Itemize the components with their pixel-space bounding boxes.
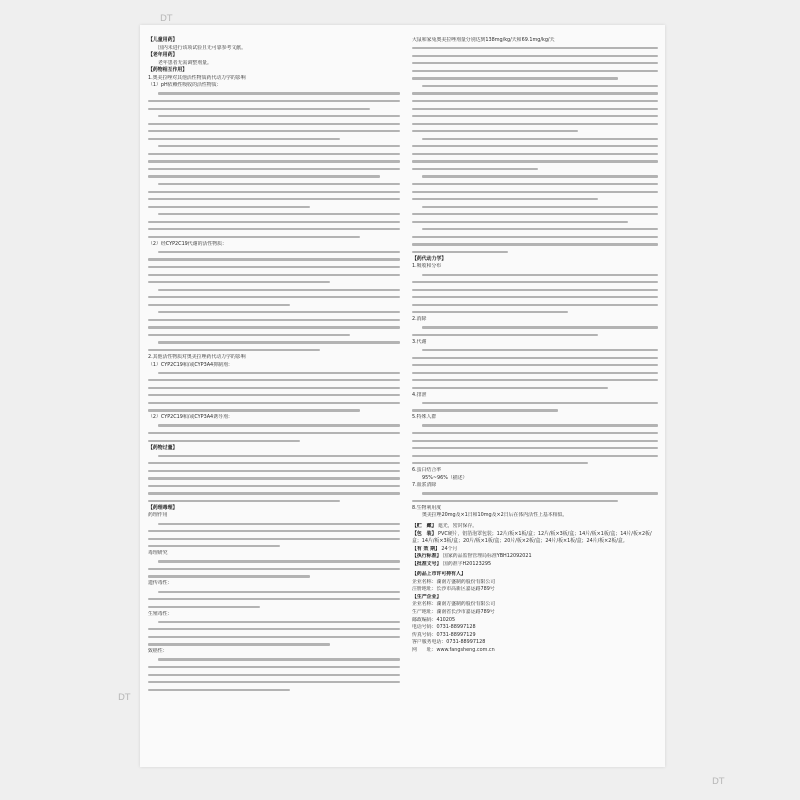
text-line: [412, 460, 658, 468]
plasma-clearance-label: 7.血浆清除: [412, 482, 437, 489]
storage-row: [412, 523, 658, 531]
section-children-title: 【儿童用药】: [148, 37, 178, 43]
approval-text: 国药准字H20123295: [442, 560, 492, 567]
text-line: [148, 497, 400, 505]
text-line: [412, 422, 658, 430]
text-line: [148, 316, 400, 324]
protein-binding-value: 95%~96%（描述）: [422, 474, 468, 481]
protein-binding-label: 6.蛋白结合率: [412, 467, 442, 474]
text-line: [412, 362, 658, 370]
carcinogenicity-label: 致癌性：: [148, 648, 168, 655]
pk-elimination-label: 4.排泄: [412, 391, 427, 398]
text-line: [148, 603, 400, 611]
text-line: [148, 678, 400, 686]
text-line: [148, 301, 400, 309]
text-line: [412, 75, 658, 83]
text-line: [412, 218, 658, 226]
text-line: [412, 369, 658, 377]
text-line: [148, 437, 400, 445]
text-line: [148, 656, 400, 664]
text-line: [148, 520, 400, 528]
text-line: [148, 422, 400, 430]
reproductive-data-text: 大鼠和家兔奥美拉唑剂量分别达到138mg/kg/天和69.1mg/kg/天: [412, 37, 555, 43]
text-line: [412, 52, 658, 60]
text-line: [412, 128, 658, 136]
text-line: [148, 279, 400, 287]
text-line: [148, 467, 400, 475]
section-elderly-title: 【老年用药】: [148, 52, 178, 59]
text-line: [412, 90, 658, 98]
watermark-left: DT: [118, 693, 131, 703]
text-line: [412, 105, 658, 113]
text-line: [148, 618, 400, 626]
text-line: [148, 595, 400, 603]
section-pk-title: 【药代动力学】: [412, 255, 447, 262]
text-line: [148, 105, 400, 113]
text-line: [148, 211, 400, 219]
text-line: [412, 309, 658, 317]
text-line: [148, 588, 400, 596]
text-line: [412, 279, 658, 287]
text-line: [412, 331, 658, 339]
standard-label: 【执行标准】: [412, 553, 442, 560]
text-line: [148, 248, 400, 256]
text-line: [148, 195, 400, 203]
approval-label: 【批准文号】: [412, 560, 442, 567]
text-line: [412, 445, 658, 453]
text-line: [148, 633, 400, 641]
phone: 电话号码：0731-88997128: [412, 624, 476, 631]
genotoxicity-label: 遗传毒性：: [148, 580, 173, 587]
text-line: [148, 203, 400, 211]
text-line: [148, 671, 400, 679]
text-line: [148, 399, 400, 407]
text-line: [148, 143, 400, 151]
validity-row: [412, 546, 658, 554]
text-line: [412, 180, 658, 188]
fax: 传真号码：0731-88997129: [412, 631, 476, 638]
text-line: [148, 377, 400, 385]
text-line: [148, 97, 400, 105]
text-line: [412, 60, 658, 68]
section-pharmacology-title: 【药理毒理】: [148, 504, 178, 511]
text-line: [148, 158, 400, 166]
text-line: [148, 165, 400, 173]
text-line: [412, 377, 658, 385]
storage-text: 遮光，密封保存。: [438, 523, 478, 529]
text-line: [148, 626, 400, 634]
pk-special-populations-label: 5.特殊人群: [412, 414, 437, 421]
text-line: [148, 90, 400, 98]
package-insert-sheet: [140, 25, 665, 767]
validity-text: 24个月: [441, 545, 458, 552]
holder-address: 注册地址：长沙市高新区嘉运路789号: [412, 586, 495, 593]
text-line: [412, 135, 658, 143]
elderly-text: 老年患者无需调整剂量。: [158, 59, 212, 66]
text-line: [412, 233, 658, 241]
pk-absorption-label: 1.吸收和分布: [412, 263, 442, 270]
text-line: [412, 165, 658, 173]
text-line: [148, 663, 400, 671]
text-line: [412, 173, 658, 181]
text-line: [412, 407, 658, 415]
package-row: [412, 531, 658, 546]
website: 网 址：www.fangsheng.com.cn: [412, 646, 495, 653]
standard-text: 国家药品监督管理局标准YBH12092021: [442, 553, 532, 560]
pharmacology-sub: 药理作用: [148, 512, 168, 519]
text-line: [412, 120, 658, 128]
interaction-sub1-1: （1）pH依赖性吸收的活性物质：: [148, 82, 222, 89]
manufacturer-title: 【生产企业】: [412, 593, 442, 600]
reproductive-toxicity-label: 生殖毒性：: [148, 610, 173, 617]
text-line: [148, 558, 400, 566]
validity-label: 【有 效 期】: [412, 545, 440, 552]
text-line: [412, 150, 658, 158]
text-line: [148, 490, 400, 498]
text-line: [412, 354, 658, 362]
text-line: [148, 460, 400, 468]
text-line: [412, 399, 658, 407]
text-line: [412, 452, 658, 460]
text-line: [412, 286, 658, 294]
text-line: [148, 309, 400, 317]
text-line: [412, 248, 658, 256]
watermark-top: DT: [160, 14, 173, 24]
text-line: [148, 528, 400, 536]
text-line: [148, 226, 400, 234]
text-line: [412, 241, 658, 249]
text-line: [412, 45, 658, 53]
text-line: [148, 218, 400, 226]
cyp-inducers-label: （2）CYP2C19和/或CYP3A4诱导剂：: [148, 414, 233, 421]
text-line: [148, 686, 400, 694]
text-line: [148, 641, 400, 649]
text-line: [148, 188, 400, 196]
text-line: [412, 143, 658, 151]
text-line: [412, 490, 658, 498]
text-line: [412, 158, 658, 166]
text-line: [412, 211, 658, 219]
bioavailability-text: 奥美拉唑20mg及×1日和10mg及×2日后在体内活性上基本相似。: [422, 512, 568, 519]
text-line: [148, 535, 400, 543]
text-line: [412, 67, 658, 75]
text-line: [148, 331, 400, 339]
text-line: [148, 392, 400, 400]
toxicology-sub: 毒理研究: [148, 550, 168, 557]
manufacturer-company: 企业名称：湖南方盛制药股份有限公司: [412, 601, 496, 608]
text-line: [148, 482, 400, 490]
section-interaction-title: 【药物相互作用】: [148, 67, 188, 74]
service-phone: 客户服务电话：0731-88997128: [412, 639, 486, 646]
text-line: [412, 82, 658, 90]
cyp-inhibitors-label: （1）CYP2C19和/或CYP3A4抑制剂：: [148, 361, 233, 368]
text-line: [148, 120, 400, 128]
text-line: [148, 429, 400, 437]
text-line: [148, 384, 400, 392]
text-line: [412, 188, 658, 196]
text-line: [148, 324, 400, 332]
section-overdose-title: 【药物过量】: [148, 444, 178, 451]
text-line: [148, 150, 400, 158]
text-line: [412, 497, 658, 505]
holder-company: 企业名称：湖南方盛制药股份有限公司: [412, 578, 496, 585]
text-line: [148, 452, 400, 460]
text-line: [148, 112, 400, 120]
text-line: [148, 286, 400, 294]
postcode: 邮政编码：410205: [412, 616, 456, 623]
text-line: [148, 346, 400, 354]
text-line: [148, 173, 400, 181]
text-line: [412, 271, 658, 279]
standard-row: [412, 553, 658, 561]
interaction-sub1: 1.奥美拉唑对其他活性物质药代动力学的影响: [148, 74, 246, 81]
text-line: [412, 97, 658, 105]
text-line: [148, 565, 400, 573]
pk-metabolism-label: 3.代谢: [412, 338, 427, 345]
text-line: [412, 346, 658, 354]
text-line: [412, 301, 658, 309]
text-line: [148, 128, 400, 136]
interaction-sub3: 2.其他活性物质对奥美拉唑药代动力学的影响: [148, 353, 246, 360]
text-line: [412, 294, 658, 302]
text-line: [148, 543, 400, 551]
text-line: [148, 294, 400, 302]
text-line: [412, 203, 658, 211]
text-line: [148, 233, 400, 241]
text-line: [412, 429, 658, 437]
text-line: [148, 256, 400, 264]
bioavailability-label: 8.生物利用度: [412, 504, 442, 511]
text-line: [148, 407, 400, 415]
storage-label: 【贮 藏】: [412, 523, 437, 529]
package-text: PVC硬片，铝箔泡罩包装；12片/板×1板/盒；12片/板×3板/盒；14片/板×1板/盒；14片/板×2板/盒；14片/板×3板/盒；20片/板×1板/盒；20片/板×2板/盒；24片/板×1板/盒；24片/板×2板/盒。: [412, 530, 652, 545]
interaction-sub2: （2）经CYP2C19代谢的活性物质：: [148, 240, 227, 247]
text-line: [148, 180, 400, 188]
holder-title: 【药品上市许可持有人】: [412, 571, 466, 578]
right-column: [412, 37, 658, 654]
pk-half-life-label: 2.消除: [412, 316, 427, 323]
text-line: [148, 339, 400, 347]
text-line: [412, 195, 658, 203]
left-column: [148, 37, 400, 694]
text-line: [148, 573, 400, 581]
text-line: [148, 135, 400, 143]
text-line: [412, 112, 658, 120]
text-line: [412, 437, 658, 445]
manufacturer-address: 生产地址：湖南省长沙市嘉运路789号: [412, 609, 495, 616]
text-line: [148, 271, 400, 279]
text-line: [412, 384, 658, 392]
text-line: [412, 324, 658, 332]
text-line: [148, 369, 400, 377]
text-line: [148, 475, 400, 483]
children-text: 国内未进行该项试验且无可靠参考文献。: [158, 44, 247, 51]
package-label: 【包 装】: [412, 530, 437, 537]
approval-row: [412, 561, 658, 569]
text-line: [148, 263, 400, 271]
watermark-right: DT: [712, 777, 725, 787]
text-line: [412, 226, 658, 234]
